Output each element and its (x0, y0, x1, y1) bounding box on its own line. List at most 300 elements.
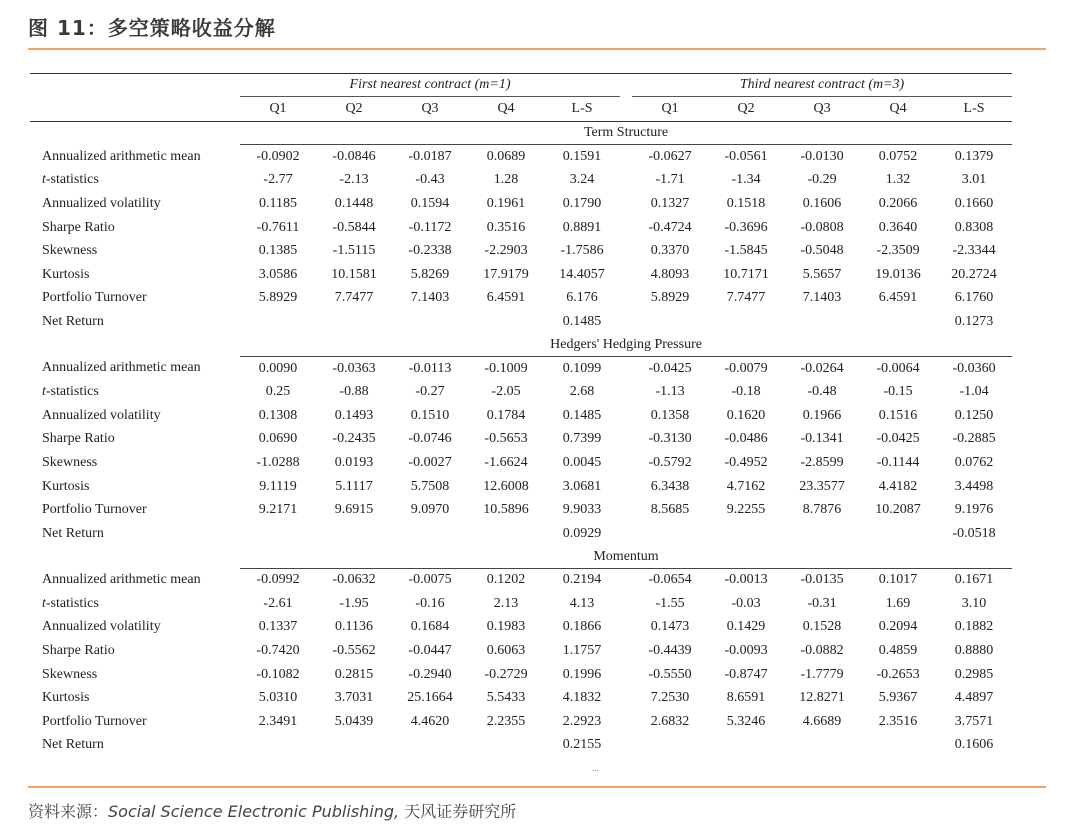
table-cell: 0.1327 (650, 195, 690, 211)
row-label: Sharpe Ratio (42, 431, 115, 447)
table-cell: 0.1358 (650, 407, 690, 423)
source-org: 天风证券研究所 (404, 802, 517, 821)
column-gap (620, 169, 632, 193)
table-cell: 0.1518 (726, 195, 766, 211)
table-cell: 6.4591 (878, 290, 918, 306)
table-cell: 6.4591 (486, 290, 526, 306)
table-cell: 0.1606 (802, 195, 842, 211)
table-cell: 23.3577 (799, 478, 845, 494)
section-header-row (30, 546, 1012, 569)
table-cell: -0.0079 (724, 360, 768, 376)
table-cell (316, 522, 392, 546)
table-cell: 19.0136 (875, 266, 921, 282)
table-cell: -0.0363 (332, 360, 376, 376)
table-cell: -0.18 (731, 384, 761, 400)
table-cell: 2.68 (569, 384, 595, 400)
table-cell: 4.6689 (802, 713, 842, 729)
table-cell (392, 734, 468, 758)
table-cell: -0.4439 (648, 643, 692, 659)
table-cell (784, 522, 860, 546)
table-cell: -0.7420 (256, 643, 300, 659)
table-cell: 0.2194 (562, 572, 602, 588)
table-cell: 0.1273 (954, 313, 994, 329)
row-label: Kurtosis (42, 478, 90, 494)
table-cell: 0.1099 (562, 360, 602, 376)
table-cell: 12.6008 (483, 478, 529, 494)
table-cell: 5.8929 (650, 290, 690, 306)
row-label-rest: -statistics (45, 384, 99, 400)
row-label: Annualized volatility (42, 619, 161, 635)
section-header-row (30, 334, 1012, 357)
table-cell: 0.1185 (259, 195, 297, 211)
table-cell: 3.4498 (954, 478, 994, 494)
table-cell: 14.4057 (559, 266, 605, 282)
row-label: Portfolio Turnover (42, 713, 147, 729)
table-cell (860, 522, 936, 546)
table-cell (784, 310, 860, 334)
table-row (30, 310, 1012, 334)
table-cell: 6.3438 (650, 478, 690, 494)
row-label: Kurtosis (42, 266, 90, 282)
column-gap (620, 451, 632, 475)
table-cell (468, 310, 544, 334)
table-row (30, 710, 1012, 734)
table-cell: 0.1385 (258, 243, 298, 259)
column-header: Q2 (708, 97, 784, 122)
table-row (30, 428, 1012, 452)
table-cell: -0.0093 (724, 643, 768, 659)
column-gap (620, 734, 632, 758)
section-title: Term Structure (240, 122, 1012, 145)
table-cell: -0.2729 (484, 666, 528, 682)
table-cell: 4.1832 (562, 690, 602, 706)
table-cell: 6.1760 (954, 290, 994, 306)
table-cell: 5.8929 (258, 290, 298, 306)
table-cell: 0.1660 (954, 195, 994, 211)
table-cell: 4.4182 (878, 478, 918, 494)
column-gap (620, 592, 632, 616)
row-label: Annualized volatility (42, 195, 161, 211)
column-header: L-S (544, 97, 620, 122)
table-cell: -2.8599 (800, 454, 844, 470)
table-cell: 9.9033 (562, 502, 602, 518)
table-cell (240, 734, 316, 758)
table-cell: 0.0929 (562, 525, 602, 541)
table-cell (784, 734, 860, 758)
table-cell: 10.1581 (331, 266, 377, 282)
table-cell: -0.0187 (408, 148, 452, 164)
table-cell: -1.7586 (560, 243, 604, 259)
table-cell: 0.0762 (954, 454, 994, 470)
column-gap (620, 639, 632, 663)
table-cell: 0.1966 (802, 407, 842, 423)
table-cell: 2.2923 (562, 713, 602, 729)
table-cell: 10.5896 (483, 502, 529, 518)
table-cell: -0.2653 (876, 666, 920, 682)
table-cell: 12.8271 (799, 690, 845, 706)
header-blank (30, 74, 240, 97)
bottom-divider (28, 786, 1046, 788)
table-cell: -0.0902 (256, 148, 300, 164)
table-cell: 0.2985 (954, 666, 994, 682)
table-cell: 0.1485 (562, 313, 602, 329)
table-cell: -0.0075 (408, 572, 452, 588)
row-label-rest: -statistics (45, 595, 99, 611)
column-gap (620, 663, 632, 687)
row-label: Annualized arithmetic mean (42, 360, 201, 376)
table-cell: 3.7571 (954, 713, 994, 729)
table-cell: -0.0135 (800, 572, 844, 588)
table-cell: -0.3130 (648, 431, 692, 447)
table-cell: 2.13 (493, 595, 519, 611)
table-cell: -0.0447 (408, 643, 452, 659)
table-row (30, 216, 1012, 240)
table-row (30, 192, 1012, 216)
table-cell: 7.7477 (726, 290, 766, 306)
table-cell (860, 734, 936, 758)
table-cell: 7.1403 (802, 290, 842, 306)
table-cell: 0.2155 (562, 737, 602, 753)
table-cell: -0.0518 (952, 525, 996, 541)
table-cell: 3.0681 (562, 478, 602, 494)
table-cell: 4.8093 (650, 266, 690, 282)
table-cell (708, 734, 784, 758)
table-cell: 20.2724 (951, 266, 997, 282)
table-cell: -1.34 (731, 172, 761, 188)
column-gap (620, 522, 632, 546)
table-cell: -0.2338 (408, 243, 452, 259)
table-cell: 0.2094 (878, 619, 918, 635)
table-row (30, 169, 1012, 193)
table-cell: -0.4952 (724, 454, 768, 470)
table-cell: 9.1119 (259, 478, 297, 494)
row-label-italic: t (42, 172, 46, 188)
table-cell: -0.0360 (952, 360, 996, 376)
table-cell: -0.8747 (724, 666, 768, 682)
table-cell: 2.3491 (258, 713, 298, 729)
table-cell: 0.1784 (486, 407, 526, 423)
table-cell: -1.6624 (484, 454, 528, 470)
column-header: L-S (936, 97, 1012, 122)
table-cell: -0.5844 (332, 219, 376, 235)
table-cell: -0.0425 (876, 431, 920, 447)
table-cell: 10.7171 (723, 266, 769, 282)
table-cell: 1.32 (885, 172, 911, 188)
table-cell (240, 522, 316, 546)
table-cell: 3.01 (961, 172, 987, 188)
column-gap (620, 310, 632, 334)
table-cell: 5.1117 (335, 478, 373, 494)
column-gap (620, 263, 632, 287)
table-cell: 2.6832 (650, 713, 690, 729)
table-row (30, 356, 1012, 380)
table-cell: -1.7779 (800, 666, 844, 682)
table-cell: 5.5657 (802, 266, 842, 282)
table-cell: 0.6063 (486, 643, 526, 659)
table-cell: 4.13 (569, 595, 595, 611)
table-cell: 2.3516 (878, 713, 918, 729)
table-cell: -0.5048 (800, 243, 844, 259)
table-cell: -0.0882 (800, 643, 844, 659)
table-cell: -0.88 (339, 384, 369, 400)
table-cell: 6.176 (566, 290, 598, 306)
table-cell: 8.6591 (726, 690, 766, 706)
table-cell: -0.4724 (648, 219, 692, 235)
table-row (30, 475, 1012, 499)
table-cell: 0.1250 (954, 407, 994, 423)
table-cell: -0.29 (807, 172, 837, 188)
table-cell: 0.7399 (562, 431, 602, 447)
table-cell: 0.1594 (410, 195, 450, 211)
row-label: Portfolio Turnover (42, 290, 147, 306)
row-label: Net Return (42, 313, 104, 329)
column-gap (620, 428, 632, 452)
table-row (30, 663, 1012, 687)
table-cell: 0.1448 (334, 195, 374, 211)
table-cell: 0.1493 (334, 407, 374, 423)
row-label-rest: -statistics (45, 172, 99, 188)
table-cell: 17.9179 (483, 266, 529, 282)
row-label: Portfolio Turnover (42, 502, 147, 518)
group-header-row (30, 74, 1012, 97)
column-gap (620, 356, 632, 380)
row-label: Annualized arithmetic mean (42, 572, 201, 588)
table-cell: -0.0425 (648, 360, 692, 376)
table-cell: 0.1671 (954, 572, 994, 588)
section-blank (30, 122, 240, 145)
table-cell: -0.43 (415, 172, 445, 188)
table-cell: 3.10 (961, 595, 987, 611)
table-row (30, 498, 1012, 522)
group-header-m1: First nearest contract (m=1) (240, 74, 620, 97)
table-cell: 9.6915 (334, 502, 374, 518)
row-label: Skewness (42, 666, 98, 682)
row-label: Sharpe Ratio (42, 643, 115, 659)
column-header: Q3 (392, 97, 468, 122)
table-cell (632, 522, 708, 546)
table-row (30, 734, 1012, 758)
table-cell: 0.1136 (335, 619, 373, 635)
table-cell: -1.5845 (724, 243, 768, 259)
column-gap (620, 710, 632, 734)
header-blank (30, 97, 240, 122)
header-gap (620, 97, 632, 122)
table-cell: 0.1337 (258, 619, 298, 635)
table-cell: 0.2815 (334, 666, 374, 682)
table-cell: -0.5550 (648, 666, 692, 682)
table-cell: -0.0992 (256, 572, 300, 588)
column-header: Q4 (860, 97, 936, 122)
table-cell: 0.1996 (562, 666, 602, 682)
table-cell: -0.0264 (800, 360, 844, 376)
row-label: Skewness (42, 243, 98, 259)
table-cell: -0.16 (415, 595, 445, 611)
table-row (30, 568, 1012, 592)
table-cell: -2.61 (263, 595, 293, 611)
table-cell: 5.3246 (726, 713, 766, 729)
table-cell: -0.0746 (408, 431, 452, 447)
table-cell: 5.5433 (486, 690, 526, 706)
table-cell: -0.2940 (408, 666, 452, 682)
table-cell: 0.1473 (650, 619, 690, 635)
table-cell: -0.0013 (724, 572, 768, 588)
returns-table-container (30, 73, 1012, 757)
table-cell: -2.05 (491, 384, 521, 400)
column-gap (620, 145, 632, 169)
column-header: Q1 (632, 97, 708, 122)
table-cell: 0.0689 (486, 148, 526, 164)
header-gap (620, 74, 632, 97)
table-row (30, 263, 1012, 287)
table-cell: 0.1308 (258, 407, 298, 423)
column-gap (620, 380, 632, 404)
table-cell: -0.0027 (408, 454, 452, 470)
table-cell: 3.7031 (334, 690, 374, 706)
cropped-mark: ... (592, 763, 599, 773)
table-cell: -1.13 (655, 384, 685, 400)
source-line (28, 799, 516, 822)
row-label: Annualized volatility (42, 407, 161, 423)
table-row (30, 404, 1012, 428)
row-label: Skewness (42, 454, 98, 470)
column-gap (620, 686, 632, 710)
table-cell: 0.1983 (486, 619, 526, 635)
column-gap (620, 498, 632, 522)
table-cell: -1.71 (655, 172, 685, 188)
table-cell: -0.27 (415, 384, 445, 400)
table-cell: 3.24 (569, 172, 595, 188)
table-cell: 9.2171 (258, 502, 298, 518)
row-label-italic: t (42, 384, 46, 400)
table-cell: 0.0752 (878, 148, 918, 164)
row-label: Net Return (42, 525, 104, 541)
column-header: Q2 (316, 97, 392, 122)
table-cell: -0.0627 (648, 148, 692, 164)
table-cell: -0.0486 (724, 431, 768, 447)
table-cell: 0.0690 (258, 431, 298, 447)
table-cell (708, 522, 784, 546)
table-cell: -0.0654 (648, 572, 692, 588)
column-gap (620, 475, 632, 499)
table-cell: 5.0310 (258, 690, 298, 706)
table-cell (860, 310, 936, 334)
table-cell: 5.9367 (878, 690, 918, 706)
table-cell: 4.4897 (954, 690, 994, 706)
table-cell: 7.7477 (334, 290, 374, 306)
table-cell (316, 310, 392, 334)
table-cell: 0.1866 (562, 619, 602, 635)
table-cell: -2.3509 (876, 243, 920, 259)
source-label: 资料来源： (28, 802, 109, 821)
row-label: Kurtosis (42, 690, 90, 706)
table-cell: 0.1528 (802, 619, 842, 635)
table-cell: -0.0130 (800, 148, 844, 164)
table-cell: -0.3696 (724, 219, 768, 235)
group-header-m3: Third nearest contract (m=3) (632, 74, 1012, 97)
table-cell: 8.7876 (802, 502, 842, 518)
table-cell: 1.28 (493, 172, 519, 188)
row-label-italic: t (42, 595, 46, 611)
table-cell: -1.0288 (256, 454, 300, 470)
table-cell (392, 522, 468, 546)
table-cell: -0.5653 (484, 431, 528, 447)
table-cell: -0.0632 (332, 572, 376, 588)
table-cell: 0.1961 (486, 195, 526, 211)
table-cell: 2.2355 (486, 713, 526, 729)
table-cell: 0.1485 (562, 407, 602, 423)
table-cell: 4.4620 (410, 713, 450, 729)
table-cell: 5.7508 (410, 478, 450, 494)
table-cell: 0.1684 (410, 619, 450, 635)
table-cell: -0.48 (807, 384, 837, 400)
table-cell: 0.8880 (954, 643, 994, 659)
table-cell: -1.55 (655, 595, 685, 611)
table-cell: -0.1172 (408, 219, 452, 235)
table-cell: 0.25 (265, 384, 291, 400)
table-cell: 9.2255 (726, 502, 766, 518)
table-cell: -0.5562 (332, 643, 376, 659)
table-cell: 0.1882 (954, 619, 994, 635)
table-cell (468, 734, 544, 758)
table-row (30, 616, 1012, 640)
table-cell: -2.2903 (484, 243, 528, 259)
table-cell (708, 310, 784, 334)
returns-table (30, 73, 1012, 757)
table-cell: 3.0586 (258, 266, 298, 282)
table-cell: 0.3370 (650, 243, 690, 259)
table-cell: -0.31 (807, 595, 837, 611)
table-cell: 7.1403 (410, 290, 450, 306)
table-cell: 0.0090 (258, 360, 298, 376)
table-cell: -1.95 (339, 595, 369, 611)
section-header-row (30, 122, 1012, 145)
row-label (30, 592, 240, 616)
table-cell: -2.13 (339, 172, 369, 188)
table-cell: 0.0193 (334, 454, 374, 470)
row-label: Net Return (42, 737, 104, 753)
table-cell: 0.1510 (410, 407, 450, 423)
row-label: Sharpe Ratio (42, 219, 115, 235)
column-gap (620, 192, 632, 216)
row-label (30, 169, 240, 193)
table-cell: 1.69 (885, 595, 911, 611)
table-cell: 0.1017 (878, 572, 918, 588)
table-row (30, 380, 1012, 404)
table-cell: -0.0113 (408, 360, 452, 376)
table-cell: 0.0045 (562, 454, 602, 470)
table-cell: 5.0439 (334, 713, 374, 729)
table-cell: 0.1606 (954, 737, 994, 753)
table-cell (316, 734, 392, 758)
section-title: Hedgers' Hedging Pressure (240, 334, 1012, 357)
table-cell: -0.2435 (332, 431, 376, 447)
table-cell: 0.8891 (562, 219, 602, 235)
table-cell: -0.5792 (648, 454, 692, 470)
column-gap (620, 404, 632, 428)
column-gap (620, 568, 632, 592)
table-cell: 5.8269 (410, 266, 450, 282)
table-body (30, 122, 1012, 758)
table-cell: -0.0846 (332, 148, 376, 164)
table-cell (468, 522, 544, 546)
source-publisher: Social Science Electronic Publishing, (108, 802, 400, 821)
table-cell: 1.1757 (562, 643, 602, 659)
table-cell: -2.3344 (952, 243, 996, 259)
table-cell: 8.5685 (650, 502, 690, 518)
table-cell (632, 734, 708, 758)
section-blank (30, 546, 240, 569)
table-cell: 0.1591 (562, 148, 602, 164)
